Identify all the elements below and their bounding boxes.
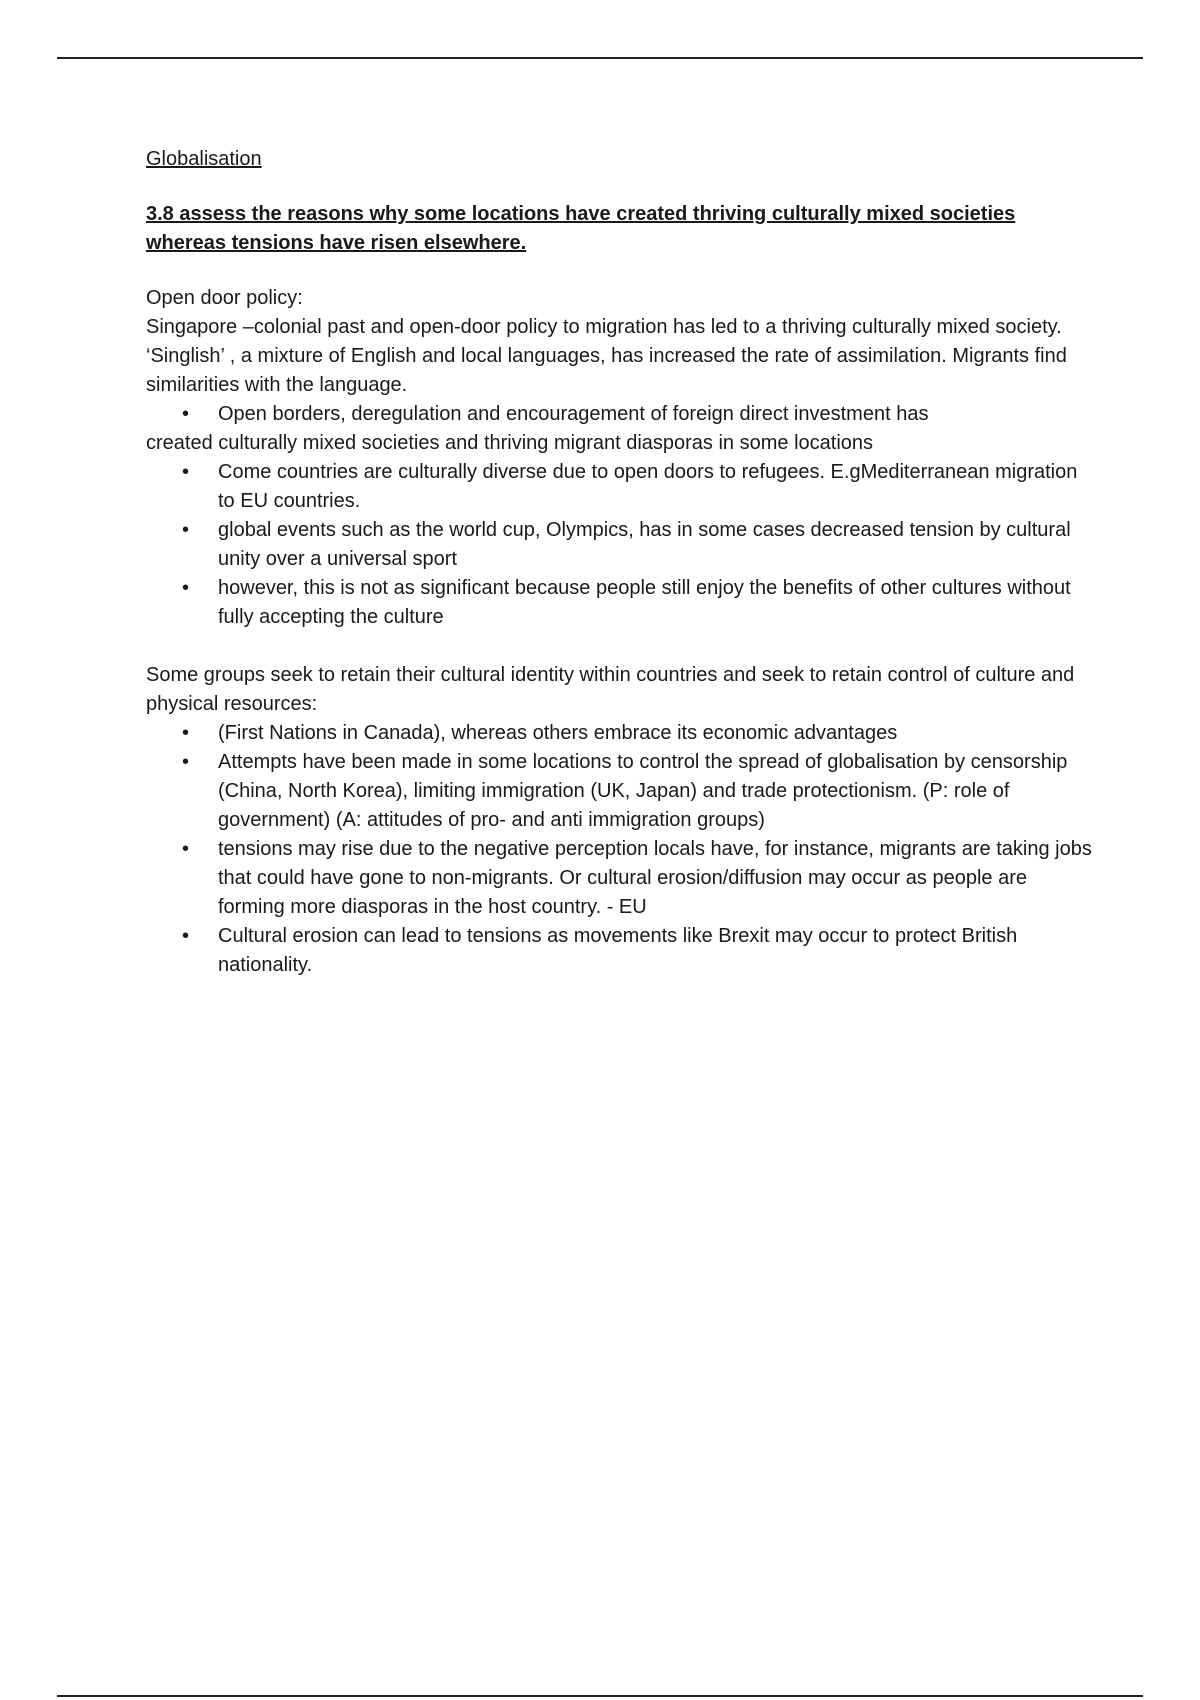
list-item [146, 719, 1096, 748]
singapore-paragraph: Singapore –colonial past and open-door policy to migration has led to a thriving culturally mixed society. ‘Singlish’ , a mixture of English and local languages, has increased the rate of assimilation. Migrants find similarities with the language. [146, 316, 1067, 396]
bullet-dot: • [182, 519, 190, 541]
bullet-dot: • [182, 838, 190, 860]
bullet-open-borders [146, 400, 1096, 458]
section-heading: Open door policy: [146, 287, 303, 309]
bullet-text: (First Nations in Canada), whereas others embrace its economic advantages [218, 722, 898, 744]
bullet-text: tensions may rise due to the negative perception locals have, for instance, migrants are taking jobs that could have gone to non-migrants. Or cultural erosion/diffusion may occur as people are forming more diasporas in the host country. - EU [218, 838, 1092, 918]
bullet-text: Come countries are culturally diverse due to open doors to refugees. E.gMediterranean migration to EU countries. [218, 461, 1078, 512]
footer-rule [57, 1695, 1143, 1697]
bullet-dot: • [182, 925, 190, 947]
identity-paragraph: Some groups seek to retain their cultural identity within countries and seek to retain control of culture and physical resources: [146, 664, 1075, 715]
list-item [146, 922, 1096, 980]
spacer [146, 632, 1096, 661]
list-item [146, 458, 1096, 516]
bullet-list-1 [146, 458, 1096, 632]
list-item [146, 574, 1096, 632]
bullet-continuation: created culturally mixed societies and thriving migrant diasporas in some locations [146, 432, 874, 454]
bullet-text: however, this is not as significant because people still enjoy the benefits of other cultures without fully accepting the culture [218, 577, 1071, 628]
list-item [146, 748, 1096, 835]
bullet-text: global events such as the world cup, Olympics, has in some cases decreased tension by cultural unity over a universal sport [218, 519, 1071, 570]
bullet-text: Attempts have been made in some locations to control the spread of globalisation by censorship (China, North Korea), limiting immigration (UK, Japan) and trade protectionism. (P: role of government) (A: attitudes of pro- and anti immigration groups) [218, 751, 1068, 831]
question-heading: 3.8 assess the reasons why some locations have created thriving culturally mixed societies whereas tensions have risen elsewhere. [146, 203, 1016, 254]
bullet-list-2 [146, 719, 1096, 980]
list-item [146, 516, 1096, 574]
bullet-text: Open borders, deregulation and encouragement of foreign direct investment has [218, 403, 929, 425]
bullet-dot: • [182, 577, 190, 599]
bullet-dot: • [182, 722, 190, 744]
header-rule [57, 57, 1143, 59]
bullet-text: Cultural erosion can lead to tensions as movements like Brexit may occur to protect British nationality. [218, 925, 1018, 976]
document-body [146, 145, 1096, 980]
topic-title: Globalisation [146, 148, 262, 170]
bullet-dot: • [182, 751, 190, 773]
bullet-dot: • [182, 461, 190, 483]
section-open-door [146, 284, 1096, 632]
list-item [146, 835, 1096, 922]
bullet-dot: • [182, 403, 190, 425]
section-cultural-identity [146, 661, 1096, 980]
